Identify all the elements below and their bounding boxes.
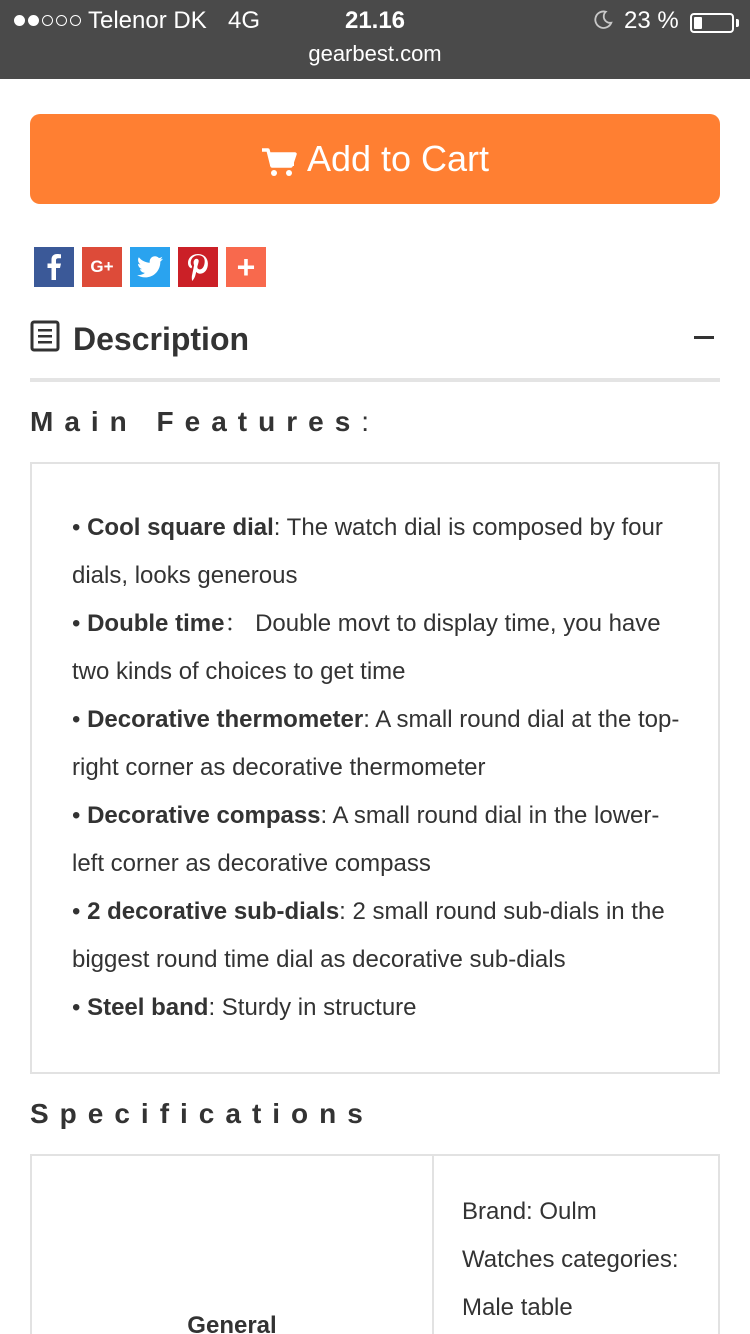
feature-item: • Decorative compass: A small round dial in the lower-left corner as decorative compass — [72, 802, 660, 877]
pinterest-icon — [186, 253, 210, 281]
spec-group-label: General — [187, 1312, 277, 1334]
battery-icon — [690, 13, 734, 33]
add-to-cart-button[interactable] — [30, 114, 720, 204]
description-divider — [30, 378, 720, 382]
feature-item: • Double time： Double movt to display time, you have two kinds of choices to get time — [72, 610, 661, 685]
google-plus-icon: G+ — [90, 257, 114, 276]
add-to-cart-label: Add to Cart — [306, 138, 490, 179]
main-features-title: Main Features — [30, 406, 362, 437]
spec-value: Watches categories: — [462, 1246, 679, 1273]
plus-icon: + — [236, 249, 256, 285]
pinterest-share-button[interactable] — [178, 247, 218, 287]
battery-percent: 23 % — [624, 7, 679, 34]
twitter-icon — [137, 256, 163, 278]
spec-value: Brand: Oulm — [462, 1198, 597, 1225]
collapse-minus-icon[interactable] — [694, 336, 714, 339]
share-bar — [34, 247, 266, 287]
more-share-button[interactable] — [226, 247, 266, 287]
specifications-table — [30, 1154, 720, 1334]
feature-item: • Decorative thermometer: A small round dial at the top-right corner as decorative thermometer — [72, 706, 680, 781]
features-list — [72, 504, 682, 1032]
battery-tip — [736, 19, 739, 27]
network-type: 4G — [228, 7, 261, 34]
cart-icon — [261, 146, 297, 178]
google-plus-share-button[interactable] — [82, 247, 122, 287]
main-features-colon: : — [361, 406, 370, 437]
do-not-disturb-icon — [592, 9, 614, 31]
features-box — [30, 462, 720, 1074]
feature-item: • 2 decorative sub-dials: 2 small round sub-dials in the biggest round time dial as decorative sub-dials — [72, 898, 665, 973]
description-title: Description — [73, 321, 250, 357]
feature-item: • Cool square dial: The watch dial is composed by four dials, looks generous — [72, 514, 663, 589]
address-bar-url[interactable]: gearbest.com — [308, 41, 442, 66]
facebook-icon — [46, 254, 62, 280]
spec-values-list — [462, 1188, 712, 1332]
spec-value: Male table — [462, 1294, 573, 1321]
specifications-heading: Specifications — [30, 1098, 374, 1129]
battery-level-fill — [694, 17, 702, 29]
status-time: 21.16 — [344, 7, 406, 34]
status-bar — [0, 0, 750, 79]
main-features-heading — [30, 404, 369, 440]
carrier-name: Telenor DK — [88, 7, 207, 34]
twitter-share-button[interactable] — [130, 247, 170, 287]
table-column-divider — [432, 1156, 434, 1334]
document-icon — [30, 320, 60, 352]
feature-item: • Steel band: Sturdy in structure — [72, 994, 417, 1021]
description-header[interactable] — [30, 316, 720, 362]
facebook-share-button[interactable] — [34, 247, 74, 287]
